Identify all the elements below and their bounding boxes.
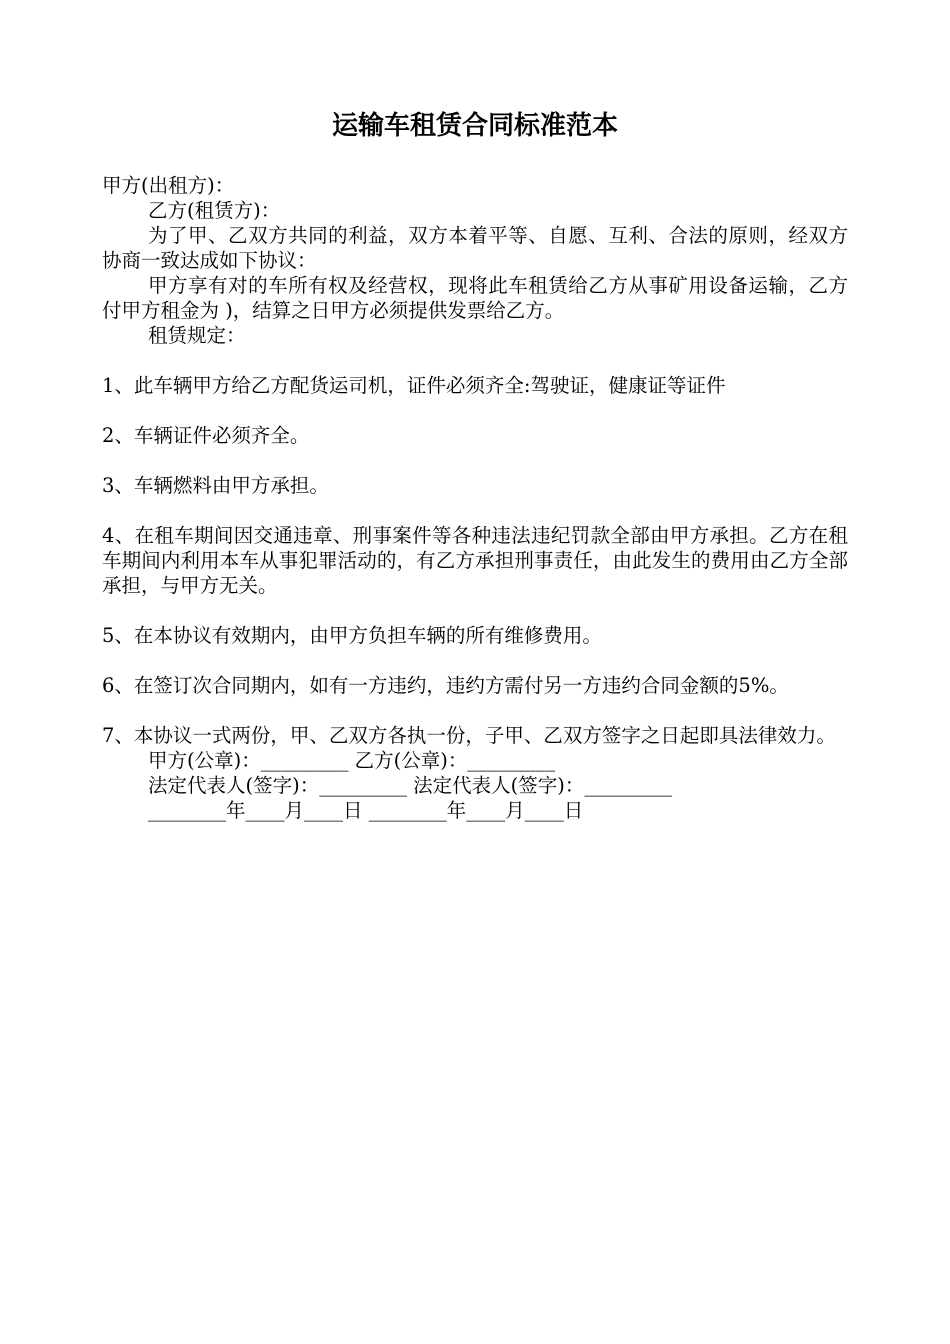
rules-heading: 租赁规定： [148, 324, 246, 347]
seal-signature-line: 甲方(公章)：_________ 乙方(公章)：_________ [148, 749, 556, 772]
intro-paragraph: 为了甲、乙双方共同的利益，双方本着平等、自愿、互利、合法的原则，经双方协商一致达成如下协议： [102, 224, 848, 272]
party-b-line: 乙方(租赁方)： [148, 199, 281, 222]
date-signature-line: ________年____月____日 ________年____月____日 [148, 799, 584, 822]
clause-1: 1、此车辆甲方给乙方配货运司机，证件必须齐全:驾驶证，健康证等证件 [102, 374, 726, 397]
rent-clause-paragraph: 甲方享有对的车所有权及经营权，现将此车租赁给乙方从事矿用设备运输，乙方付甲方租金为 )，结算之日甲方必须提供发票给乙方。 [102, 274, 848, 322]
clause-4: 4、在租车期间因交通违章、刑事案件等各种违法违纪罚款全部由甲方承担。乙方在租车期间内利用本车从事犯罪活动的，有乙方承担刑事责任，由此发生的费用由乙方全部承担，与甲方无关。 [102, 524, 848, 597]
clause-5: 5、在本协议有效期内，由甲方负担车辆的所有维修费用。 [102, 624, 602, 647]
representative-signature-line: 法定代表人(签字)：_________ 法定代表人(签字)：_________ [148, 774, 673, 797]
clause-6: 6、在签订次合同期内，如有一方违约，违约方需付另一方违约合同金额的5%。 [102, 674, 789, 697]
clause-7: 7、本协议一式两份，甲、乙双方各执一份，子甲、乙双方签字之日起即具法律效力。 [102, 724, 836, 747]
clause-2: 2、车辆证件必须齐全。 [102, 424, 310, 447]
clause-3: 3、车辆燃料由甲方承担。 [102, 474, 329, 497]
document-title: 运输车租赁合同标准范本 [331, 111, 618, 141]
document-body [102, 173, 848, 823]
party-a-line: 甲方(出租方)： [102, 174, 235, 197]
